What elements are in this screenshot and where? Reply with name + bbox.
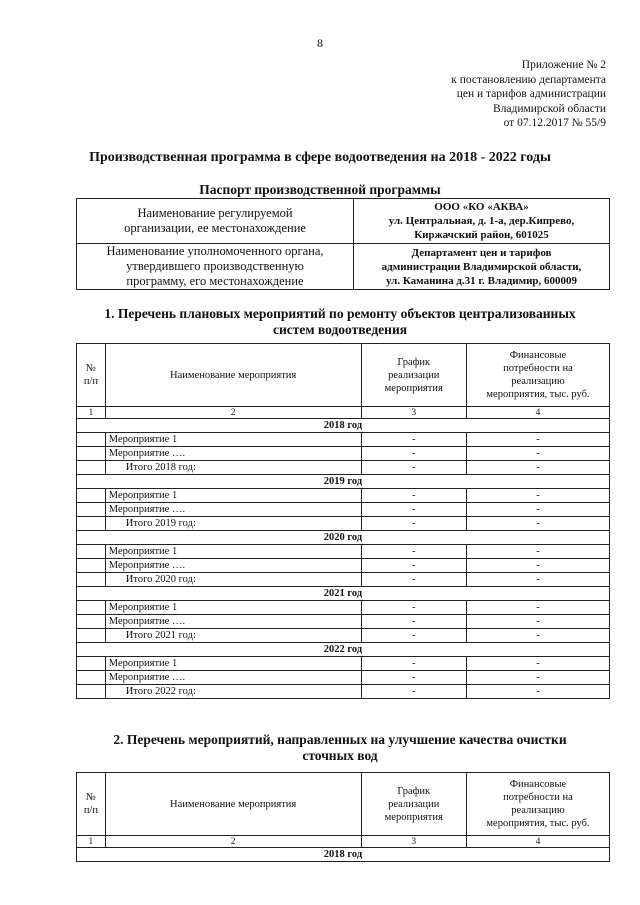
row-number — [77, 489, 106, 503]
finance-cell: - — [466, 615, 609, 629]
row-number — [77, 545, 106, 559]
finance-cell: - — [466, 545, 609, 559]
appendix-line: цен и тарифов администрации — [456, 88, 606, 100]
table-row — [77, 559, 610, 573]
year-label: 2018 год — [77, 419, 610, 433]
activity-name: Мероприятие 1 — [105, 489, 361, 503]
header-line: реализацию — [511, 376, 565, 387]
column-number: 2 — [105, 836, 361, 848]
section-title-line: 2. Перечень мероприятий, направленных на улучшение качества очистки — [113, 732, 567, 747]
finance-cell: - — [466, 433, 609, 447]
schedule-cell: - — [361, 433, 466, 447]
total-row — [77, 461, 610, 475]
page-number: 8 — [317, 36, 323, 50]
passport-label-line: утвердившего производственную — [126, 259, 304, 273]
finance-cell: - — [466, 489, 609, 503]
row-number — [77, 461, 106, 475]
schedule-cell: - — [361, 517, 466, 531]
year-label: 2020 год — [77, 531, 610, 545]
section-2-title — [60, 732, 620, 764]
year-row — [77, 475, 610, 489]
row-number — [77, 685, 106, 699]
row-number — [77, 601, 106, 615]
passport-value — [354, 199, 610, 244]
passport-value-line: администрации Владимирской области, — [381, 260, 582, 273]
year-label: 2021 год — [77, 587, 610, 601]
header-line: График — [397, 785, 431, 797]
passport-label-line: организации, ее местонахождение — [124, 221, 306, 235]
activity-name: Мероприятие …. — [105, 503, 361, 517]
column-number-row — [77, 836, 610, 848]
appendix-line: Владимирской области — [492, 102, 606, 115]
header-num — [77, 344, 106, 407]
finance-cell: - — [466, 447, 609, 461]
total-row — [77, 629, 610, 643]
row-number — [77, 517, 106, 531]
header-schedule — [361, 344, 466, 407]
header-line: мероприятия, тыс. руб. — [486, 818, 590, 829]
header-line: № — [85, 363, 96, 374]
schedule-cell: - — [361, 629, 466, 643]
schedule-cell: - — [361, 461, 466, 475]
header-line: потребности на — [503, 792, 573, 803]
year-row — [77, 643, 610, 657]
activity-name: Мероприятие …. — [105, 615, 361, 629]
table-header-row — [77, 773, 610, 836]
table-header-row — [77, 344, 610, 407]
passport-value-line: ул. Каманина д.31 г. Владимир, 600009 — [385, 274, 578, 287]
table-row — [77, 601, 610, 615]
column-number: 4 — [466, 836, 609, 848]
header-schedule — [361, 773, 466, 836]
schedule-cell: - — [361, 671, 466, 685]
activity-name: Мероприятие …. — [105, 671, 361, 685]
finance-cell: - — [466, 503, 609, 517]
column-number: 2 — [105, 407, 361, 419]
passport-label-line: программу, его местонахождение — [126, 274, 304, 288]
table-row — [77, 503, 610, 517]
table-row — [77, 545, 610, 559]
passport-row — [77, 244, 610, 290]
column-number: 1 — [77, 836, 106, 848]
year-label: 2018 год — [77, 848, 610, 862]
header-line: мероприятия, тыс. руб. — [486, 389, 590, 400]
activity-name: Мероприятие …. — [105, 559, 361, 573]
total-label: Итого 2022 год: — [105, 685, 361, 699]
total-row — [77, 573, 610, 587]
header-line: реализации — [388, 798, 440, 810]
wastewater-quality-table — [76, 772, 610, 862]
section-title-line: сточных вод — [302, 748, 378, 763]
column-number: 4 — [466, 407, 609, 419]
column-number: 3 — [361, 407, 466, 419]
total-label: Итого 2020 год: — [105, 573, 361, 587]
finance-cell: - — [466, 601, 609, 615]
column-number: 3 — [361, 836, 466, 848]
header-finance — [466, 773, 609, 836]
appendix-note — [451, 58, 606, 131]
appendix-line: к постановлению департамента — [451, 73, 606, 86]
row-number — [77, 559, 106, 573]
header-line: мероприятия — [384, 811, 443, 823]
schedule-cell: - — [361, 489, 466, 503]
schedule-cell: - — [361, 503, 466, 517]
passport-label-line: Наименование уполномоченного органа, — [106, 244, 324, 258]
header-line: Финансовые — [509, 350, 567, 361]
activity-name: Мероприятие 1 — [105, 433, 361, 447]
finance-cell: - — [466, 629, 609, 643]
passport-label-line: Наименование регулируемой — [137, 206, 293, 220]
passport-value-line: ООО «КО «АКВА» — [434, 201, 529, 213]
year-row — [77, 531, 610, 545]
total-row — [77, 517, 610, 531]
schedule-cell: - — [361, 559, 466, 573]
header-name: Наименование мероприятия — [105, 344, 361, 407]
column-number: 1 — [77, 407, 106, 419]
passport-row — [77, 199, 610, 244]
row-number — [77, 503, 106, 517]
total-row — [77, 685, 610, 699]
schedule-cell: - — [361, 545, 466, 559]
passport-label — [77, 244, 354, 290]
activity-name: Мероприятие 1 — [105, 657, 361, 671]
passport-value — [354, 244, 610, 290]
table-row — [77, 657, 610, 671]
total-label: Итого 2021 год: — [105, 629, 361, 643]
table-row — [77, 433, 610, 447]
passport-table — [76, 198, 610, 290]
repair-plan-table — [76, 343, 610, 699]
passport-value-line: ул. Центральная, д. 1-а, дер.Кипрево, — [388, 215, 575, 227]
schedule-cell: - — [361, 601, 466, 615]
header-line: потребности на — [503, 363, 573, 374]
row-number — [77, 573, 106, 587]
row-number — [77, 671, 106, 685]
header-line: График — [397, 356, 431, 368]
header-finance — [466, 344, 609, 407]
table-row — [77, 671, 610, 685]
year-label: 2022 год — [77, 643, 610, 657]
schedule-cell: - — [361, 685, 466, 699]
activity-name: Мероприятие 1 — [105, 545, 361, 559]
passport-value-line: Департамент цен и тарифов — [411, 246, 552, 259]
header-name: Наименование мероприятия — [105, 773, 361, 836]
activity-name: Мероприятие …. — [105, 447, 361, 461]
column-number-row — [77, 407, 610, 419]
row-number — [77, 657, 106, 671]
row-number — [77, 447, 106, 461]
year-row — [77, 587, 610, 601]
header-line: п/п — [83, 805, 98, 816]
header-num — [77, 773, 106, 836]
passport-label — [77, 199, 354, 244]
finance-cell: - — [466, 671, 609, 685]
header-line: мероприятия — [384, 382, 443, 394]
table-row — [77, 489, 610, 503]
finance-cell: - — [466, 559, 609, 573]
year-label: 2019 год — [77, 475, 610, 489]
year-row — [77, 419, 610, 433]
total-label: Итого 2019 год: — [105, 517, 361, 531]
appendix-line: Приложение № 2 — [521, 59, 606, 71]
finance-cell: - — [466, 573, 609, 587]
header-line: реализации — [388, 369, 440, 381]
passport-title: Паспорт производственной программы — [199, 182, 441, 197]
row-number — [77, 615, 106, 629]
row-number — [77, 629, 106, 643]
section-title-line: систем водоотведения — [272, 322, 408, 337]
section-title-line: 1. Перечень плановых мероприятий по ремонту объектов централизованных — [104, 306, 576, 321]
header-line: № — [85, 792, 96, 803]
schedule-cell: - — [361, 573, 466, 587]
finance-cell: - — [466, 461, 609, 475]
header-line: реализацию — [511, 805, 565, 816]
appendix-line: от 07.12.2017 № 55/9 — [503, 117, 606, 129]
activity-name: Мероприятие 1 — [105, 601, 361, 615]
finance-cell: - — [466, 685, 609, 699]
header-line: п/п — [83, 376, 98, 387]
year-row — [77, 848, 610, 862]
table-row — [77, 447, 610, 461]
header-line: Финансовые — [509, 779, 567, 790]
schedule-cell: - — [361, 447, 466, 461]
document-title: Производственная программа в сфере водоотведения на 2018 - 2022 годы — [89, 150, 551, 165]
total-label: Итого 2018 год: — [105, 461, 361, 475]
finance-cell: - — [466, 657, 609, 671]
finance-cell: - — [466, 517, 609, 531]
row-number — [77, 433, 106, 447]
schedule-cell: - — [361, 615, 466, 629]
section-1-title — [60, 306, 620, 338]
table-row — [77, 615, 610, 629]
passport-value-line: Киржачский район, 601025 — [414, 229, 549, 241]
schedule-cell: - — [361, 657, 466, 671]
